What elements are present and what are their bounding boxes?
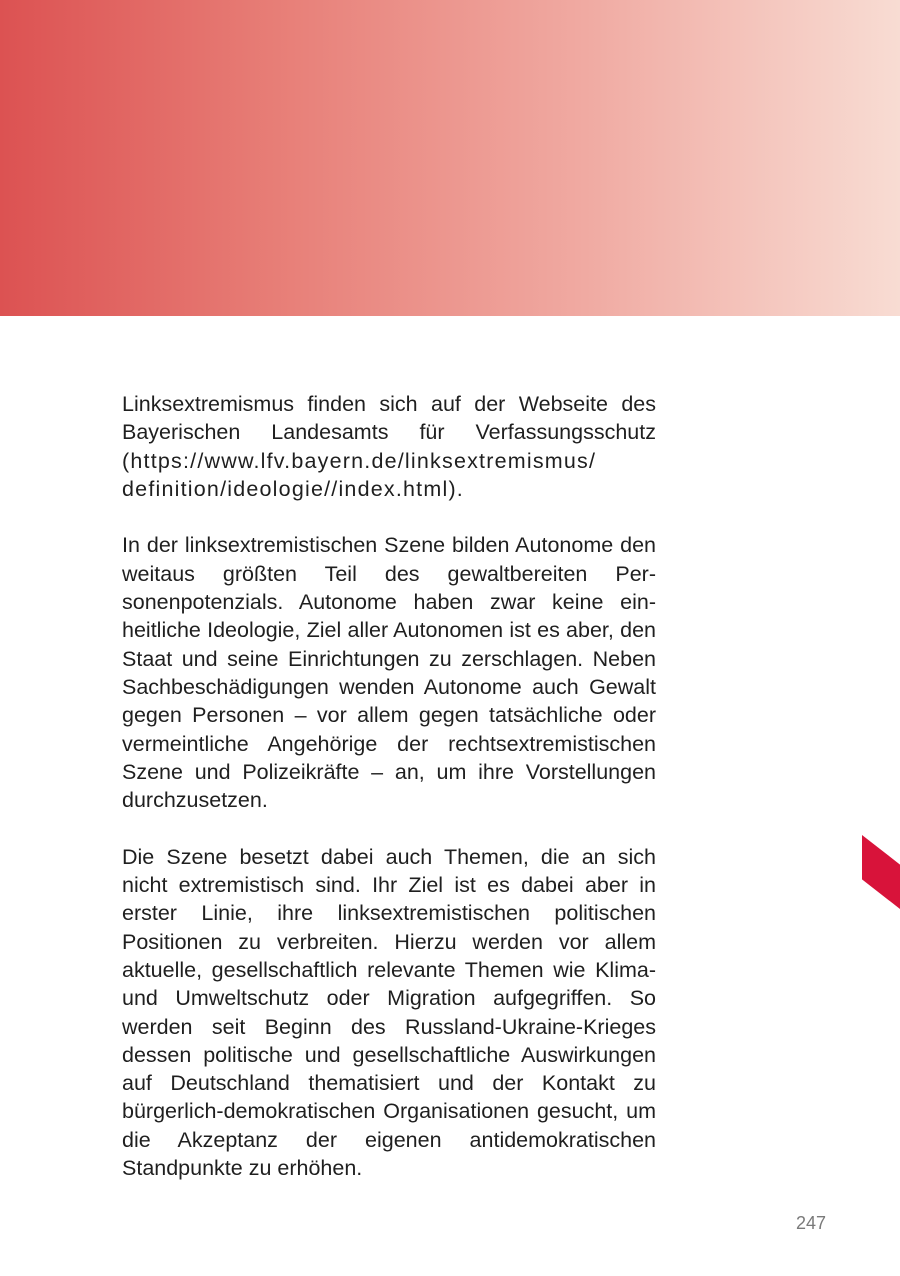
paragraph-2: In der linksextremistischen Szene bilden Autonome den weitaus größten Teil des gewaltbereiten Personenpotenzials. Autonome haben zwar keine einheitliche Ideologie, Ziel aller Autonomen ist es aber, den Staat und seine Einrichtungen zu zerschlagen. Neben Sachbeschädigungen wenden Autonome auch Gewalt gegen Personen – vor allem gegen tatsächliche oder vermeintliche Angehörige der rechtsextremistischen Szene und Polizeikräfte – an, um ihre Vorstellungen durchzusetzen. [122, 533, 656, 813]
source-url: (https://www.lfv.bayern.de/linksextremismus/ definition/ideologie//index.html). [122, 448, 597, 501]
chapter-tab-marker [862, 835, 900, 909]
paragraph-1 [122, 390, 656, 503]
paragraph-3: Die Szene besetzt dabei auch Themen, die an sich nicht extremistisch sind. Ihr Ziel ist es dabei aber in erster Linie, ihre linksextremistischen politischen Positionen zu verbreiten. Hierzu werden vor allem aktuelle, gesellschaftlich relevante Themen wie Klima- und Umweltschutz oder Migration aufgegriffen. So werden seit Beginn des Russland-Ukraine-Krieges dessen politische und gesellschaftliche Auswirkungen auf Deutschland thematisiert und der Kontakt zu bürgerlich-demokratischen Organisationen gesucht, um die Akzeptanz der eigenen antidemokratischen Standpunkte zu erhöhen. [122, 844, 656, 1181]
page-number: 247 [795, 1213, 826, 1233]
paragraph-1-text: Linksextremismus finden sich auf der Webseite des Bayerischen Landesamts für Verfassungsschutz [122, 392, 656, 445]
header-gradient-band [0, 0, 900, 316]
body-text [122, 390, 656, 1211]
